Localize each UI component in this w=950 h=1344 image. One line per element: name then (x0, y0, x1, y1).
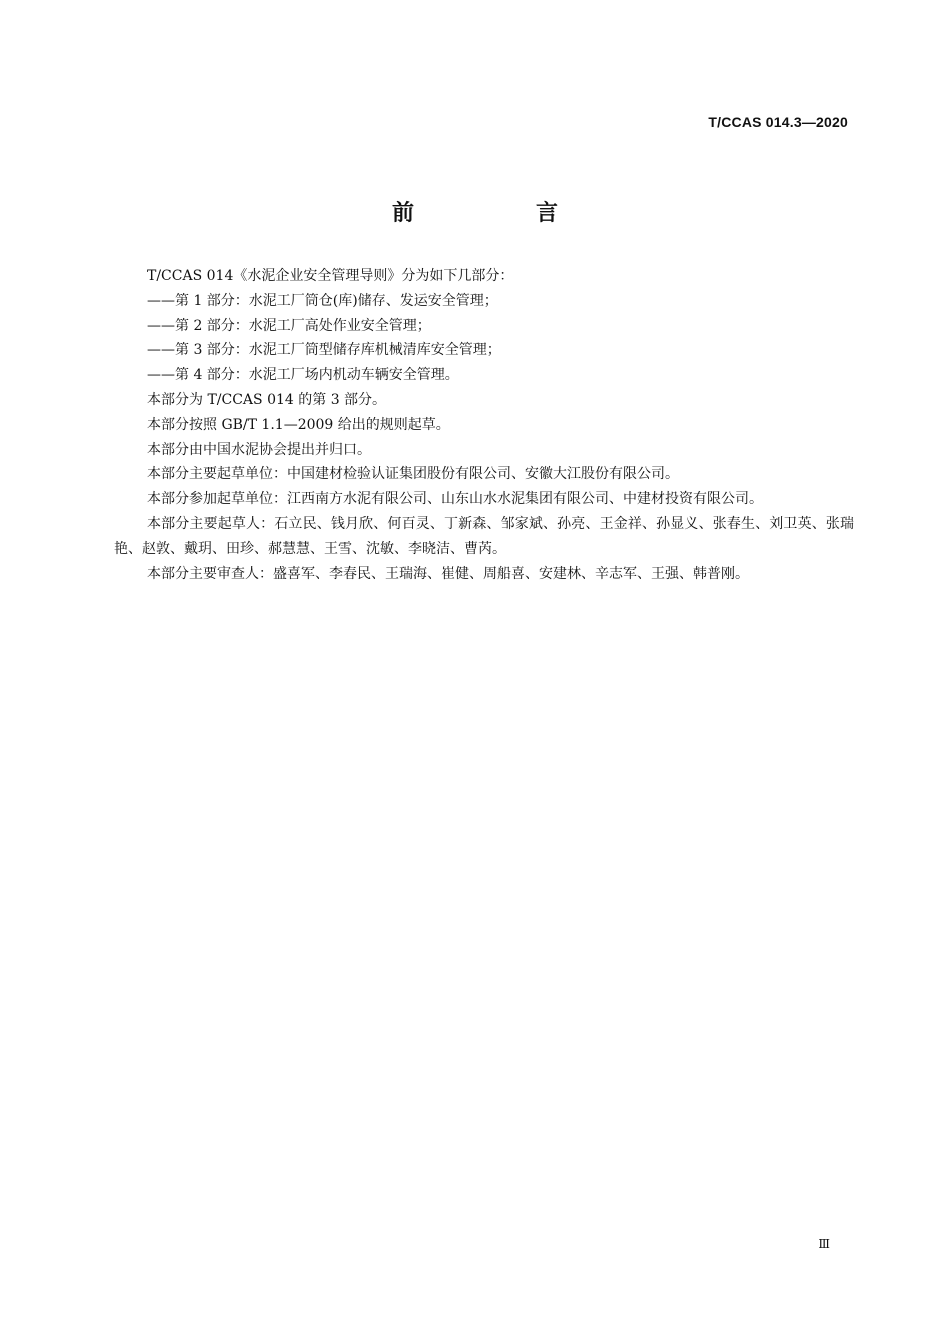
list-item-part-3: ——第 3 部分：水泥工厂筒型储存库机械清库安全管理； (147, 342, 501, 359)
page-title: 前 言 (391, 201, 608, 226)
foreword-body (114, 264, 854, 586)
paragraph-proposer: 本部分由中国水泥协会提出并归口。 (147, 441, 371, 458)
list-item-part-1: ——第 1 部分：水泥工厂筒仓(库)储存、发运安全管理； (147, 292, 498, 309)
paragraph-series-intro: T/CCAS 014《水泥企业安全管理导则》分为如下几部分： (147, 268, 514, 284)
page-number: Ⅲ (818, 1237, 830, 1251)
paragraph-participating-units: 本部分参加起草单位：江西南方水泥有限公司、山东山水水泥集团有限公司、中建材投资有限公司。 (147, 491, 763, 508)
list-item-part-4: ——第 4 部分：水泥工厂场内机动车辆安全管理。 (147, 367, 459, 384)
standard-number: T/CCAS 014.3—2020 (708, 114, 848, 130)
paragraph-main-drafters: 本部分主要起草人：石立民、钱月欣、何百灵、丁新森、邹家斌、孙亮、王金祥、孙显义、张春生、刘卫英、张瑞艳、赵敦、戴玥、田珍、郝慧慧、王雪、沈敏、李晓洁、曹芮。 (114, 515, 854, 557)
paragraph-main-drafting-units: 本部分主要起草单位：中国建材检验认证集团股份有限公司、安徽大江股份有限公司。 (147, 466, 679, 483)
list-item-part-2: ——第 2 部分：水泥工厂高处作业安全管理； (147, 317, 431, 334)
paragraph-drafting-rules: 本部分按照 GB/T 1.1—2009 给出的规则起草。 (147, 416, 450, 433)
paragraph-this-part: 本部分为 T/CCAS 014 的第 3 部分。 (147, 391, 387, 408)
paragraph-main-reviewers: 本部分主要审查人：盛喜军、李春民、王瑞海、崔健、周船喜、安建林、辛志军、王强、韩普刚。 (147, 565, 749, 582)
